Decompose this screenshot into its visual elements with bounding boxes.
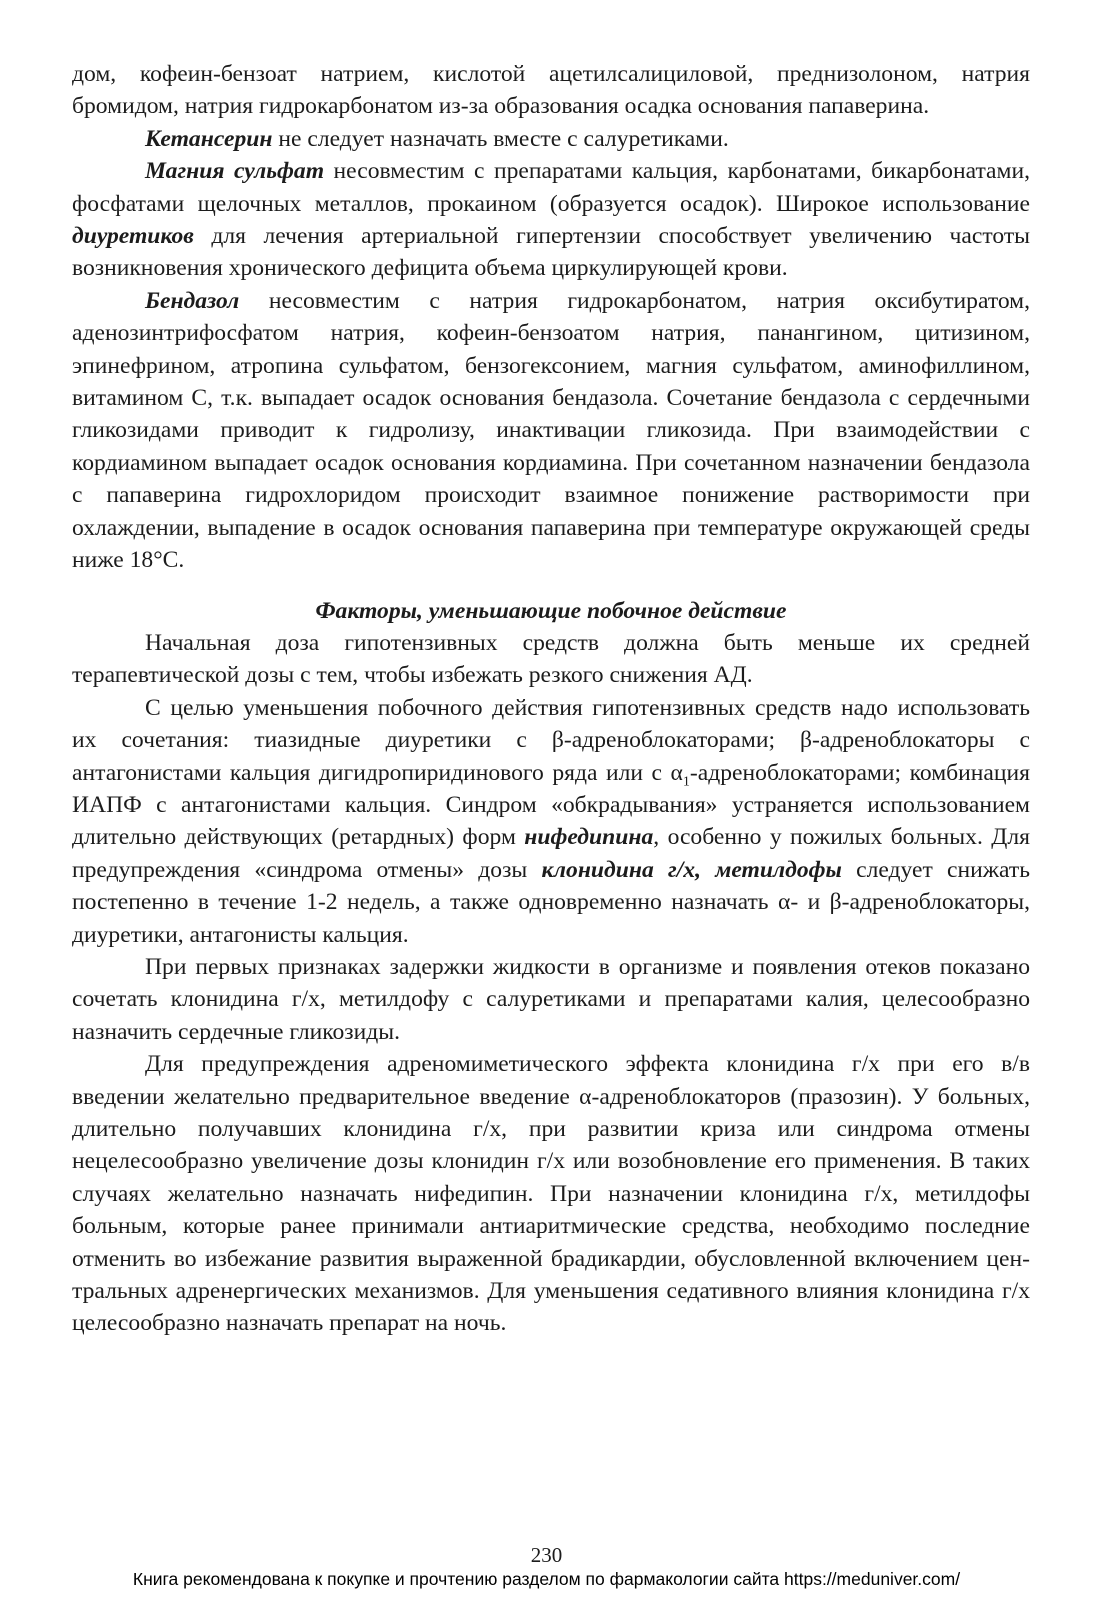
paragraph-magnesium-sulfate — [72, 155, 1030, 285]
drug-term-diuretics: диуретиков — [72, 223, 194, 250]
paragraph-text: следует снижать постепенно в течение 1-2 недель, а также одновременно назначать α- и β-адреноблокаторы, диуретики, антагонисты кальция. — [72, 856, 1030, 948]
paragraph-text: несовместим с натрия гидрокарбонатом, натрия оксибутиратом, аденозинтрифосфатом натрия, кофеин-бензоатом натрия, панангином, цитизином, эпинефрином, атропина сульфатом, бензогексонием, магния сульфатом, аминофиллином, витамином С, т.к. выпадает осадок основания бендазола. Сочетание бендазола с сердечными гликозидами приводит к гидролизу, инактивации гликозида. При взаимодействии с кордиамином выпадает осадок основания кордиамина. При сочетанном назначении бендазола с папаверина гидрохлоридом происходит взаимное понижение растворимости при охлаждении, выпадение в осадок основания папаверина при температуре окружающей среды ниже 18°С. — [72, 287, 1030, 574]
page-body — [72, 58, 1030, 1340]
drug-term-nifedipine: нифедипина — [524, 824, 654, 851]
drug-term-ketanserin: Кетансерин — [145, 125, 273, 152]
page-number: 230 — [530, 1543, 563, 1567]
drug-term-magnesium-sulfate: Магния сульфат — [145, 158, 325, 185]
drug-term-bendazol: Бендазол — [145, 287, 240, 314]
paragraph-text: дом, кофеин-бензоат натрием, кислотой ацетилсалициловой, преднизолоном, натрия бромидом, натрия гидрокарбонатом из-за образования осадка основания папаверина. — [72, 61, 1030, 120]
paragraph-adrenomimetic-effect — [72, 1048, 1030, 1340]
drug-term-clonidine-methyldopa: клонидина г/х, метилдофы — [541, 856, 842, 883]
paragraph-papaverine-continued — [72, 58, 1030, 123]
paragraph-text: С целью уменьшения побочного действия гипотензивных средств надо использовать их сочетания: тиазидные диуретики с β-адреноблокаторами; β-адреноблокаторы с антагонистами кальция дигидропиридинового ряда или с — [72, 694, 1030, 786]
footer-note: Книга рекомендована к покупке и прочтению разделом по фармакологии сайта https://meduniver.com/ — [132, 1569, 961, 1589]
paragraph-text: , особенно у пожилых больных. Для предупреждения «синдрома отмены» дозы — [72, 824, 1030, 883]
paragraph-fluid-retention — [72, 951, 1030, 1048]
paragraph-text: для лечения артериальной гипертензии способствует увеличению частоты возникновения хронического дефицита объема циркулирующей крови. — [72, 223, 1030, 282]
paragraph-bendazol — [72, 285, 1030, 577]
paragraph-combinations — [72, 692, 1030, 951]
paragraph-text: Начальная доза гипотензивных средств должна быть меньше их средней терапевтической дозы с тем, чтобы избежать резкого снижения АД. — [72, 629, 1030, 689]
paragraph-initial-dose — [72, 627, 1030, 692]
paragraph-text: Для предупреждения адреномиметического эффекта клонидина г/х при его в/в введении желательно предварительное введение α-адреноблокаторов (празозин). У больных, длительно получавших клонидина г/х, при развитии криза или синдрома отмены нецелесообразно увеличение дозы клонидин г/х или возобновление его применения. В таких случаях желательно назначать нифедипин. При назначении клонидина г/х, метилдофы больным, которые ранее принимали антиаритмические средства, необходимо последние отменить во избежание развития выраженной брадикардии, обусловленной включением центральных адренергических механизмов. Для уменьшения седативного влияния клонидина г/х целесообразно назначать препарат на ночь. — [72, 1051, 1030, 1337]
paragraph-text: несовместим с препаратами кальция, карбонатами, бикарбонатами, фосфатами щелочных металлов, прокаином (образуется осадок). Широкое использование — [72, 158, 1030, 217]
paragraph-text: не следует назначать вместе с салуретиками. — [272, 125, 729, 152]
alpha-symbol: α — [670, 759, 683, 786]
paragraph-ketanserin — [72, 123, 1030, 155]
section-heading: Факторы, уменьшающие побочное действие — [315, 597, 787, 624]
alpha-subscript: 1 — [682, 774, 690, 790]
paragraph-text: -адреноблокаторами; комбинация ИАПФ с антагонистами кальция. Синдром «обкрадывания» устраняется использованием длительно действующих (ретардных) форм — [72, 759, 1030, 851]
paragraph-text: При первых признаках задержки жидкости в организме и появления отеков показано сочетать клонидина г/х, метилдофу с салуретиками и препаратами калия, целесообразно назначить сердечные гликозиды. — [72, 953, 1030, 1045]
